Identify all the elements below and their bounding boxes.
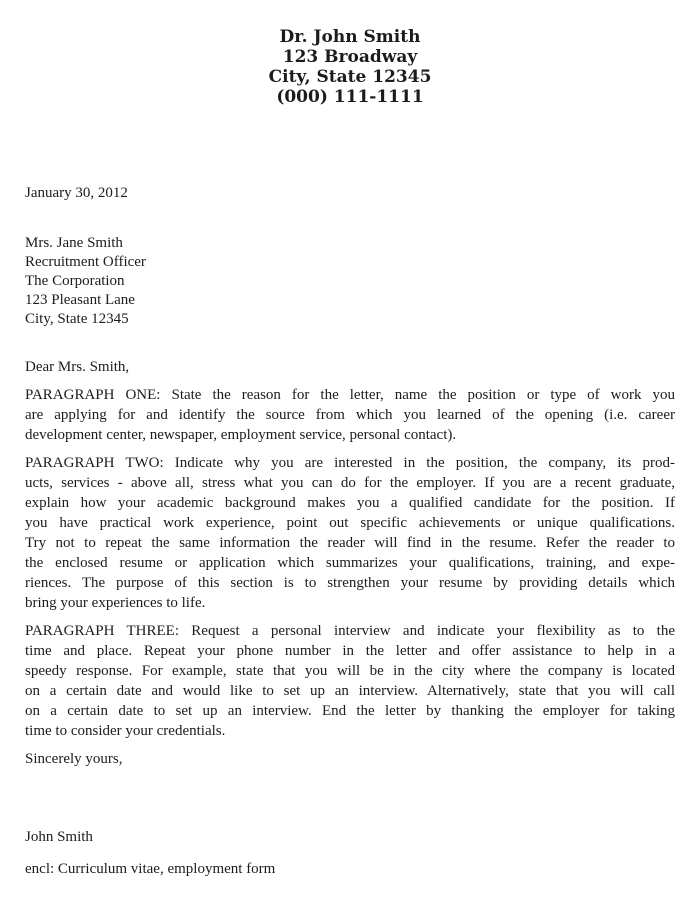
paragraph-two [25,453,675,613]
paragraph-line: time and place. Repeat your phone number in the letter and offer assistance to help in a [25,643,675,659]
letterhead [25,27,675,107]
salutation: Dear Mrs. Smith, [25,359,130,375]
paragraph-line: PARAGRAPH ONE: State the reason for the letter, name the position or type of work you [25,387,675,403]
signature-name: John Smith [25,829,93,845]
paragraph-line: the enclosed resume or application which summarizes your qualifications, training, and expe- [25,555,675,571]
recipient-city-line: City, State 12345 [25,311,129,327]
enclosure-note: encl: Curriculum vitae, employment form [25,861,276,877]
paragraph-line: on a certain date and would like to set up an interview. Alternatively, state that you will call [25,683,675,699]
paragraph-one [25,385,675,445]
recipient-street: 123 Pleasant Lane [25,292,135,308]
paragraph-line: speedy response. For example, state that you will be in the city where the company is located [25,663,675,679]
recipient-name: Mrs. Jane Smith [25,235,123,251]
date-line: January 30, 2012 [25,185,128,201]
paragraph-line: time to consider your credentials. [25,723,226,739]
paragraph-line: PARAGRAPH TWO: Indicate why you are interested in the position, the company, its prod- [25,455,675,471]
sender-street: 123 Broadway [282,47,418,67]
sender-city-line: City, State 12345 [268,67,432,87]
valediction: Sincerely yours, [25,751,123,767]
sender-name: Dr. John Smith [279,27,421,47]
paragraph-line: on a certain date to set up an interview. End the letter by thanking the employer for taking [25,703,675,719]
recipient-job-title: Recruitment Officer [25,254,146,270]
paragraph-line: development center, newspaper, employment service, personal contact). [25,427,457,443]
paragraph-line: riences. The purpose of this section is to strengthen your resume by providing details which [25,575,675,591]
paragraph-line: Try not to repeat the same information the reader will find in the resume. Refer the reader to [25,535,675,551]
paragraph-three [25,621,675,741]
paragraph-line: you have practical work experience, point out specific achievements or unique qualifications. [25,515,675,531]
sender-phone: (000) 111-1111 [276,87,424,107]
paragraph-line: bring your experiences to life. [25,595,206,611]
paragraph-line: explain how your academic background makes you a qualified candidate for the position. If [25,495,675,511]
recipient-company: The Corporation [25,273,125,289]
recipient-address [25,234,675,329]
paragraph-line: PARAGRAPH THREE: Request a personal interview and indicate your flexibility as to the [25,623,675,639]
paragraph-line: are applying for and identify the source from which you learned of the opening (i.e. career [25,407,675,423]
paragraph-line: ucts, services - above all, stress what you can do for the employer. If you are a recent graduate, [25,475,675,491]
